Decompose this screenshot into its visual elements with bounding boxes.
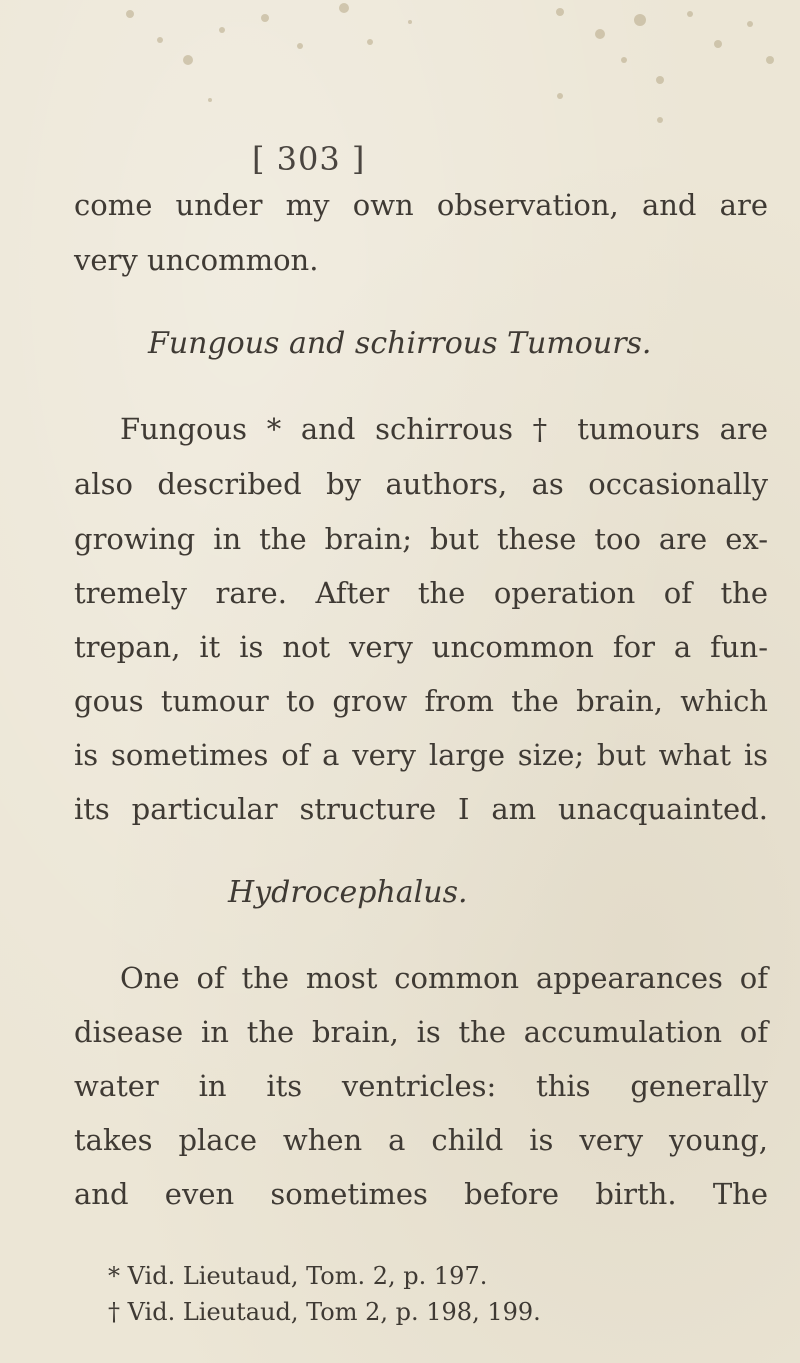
continuation-line: come under my own observation, and are [74,188,768,222]
continuation-line: very uncommon. [74,243,319,277]
section-heading: Fungous and schirrous Tumours. [148,326,652,361]
paragraph-line: disease in the brain, is the accumulation of [74,1015,768,1049]
paragraph-line: One of the most common appearances of [120,961,768,995]
section-heading: Hydrocephalus. [228,875,468,910]
paragraph-line: trepan, it is not very uncommon for a fun- [74,630,768,664]
paragraph-line: also described by authors, as occasionally [74,467,768,501]
paragraph-line: growing in the brain; but these too are ex- [74,522,768,556]
paragraph-line: tremely rare. After the operation of the [74,576,768,610]
paragraph-line: water in its ventricles: this generally [74,1069,768,1103]
paragraph-line: and even sometimes before birth. The [74,1177,768,1211]
foxing-stains [0,0,800,140]
footnote: † Vid. Lieutaud, Tom 2, p. 198, 199. [108,1298,541,1326]
paragraph-line: is sometimes of a very large size; but what is [74,738,768,772]
paragraph-line: Fungous * and schirrous † tumours are [120,412,768,446]
footnote: * Vid. Lieutaud, Tom. 2, p. 197. [108,1262,488,1290]
paragraph-line: takes place when a child is very young, [74,1123,768,1157]
paragraph-line: gous tumour to grow from the brain, which [74,684,768,718]
paragraph-line: its particular structure I am unacquainted. [74,792,768,826]
page-number: [ 303 ] [252,140,366,178]
